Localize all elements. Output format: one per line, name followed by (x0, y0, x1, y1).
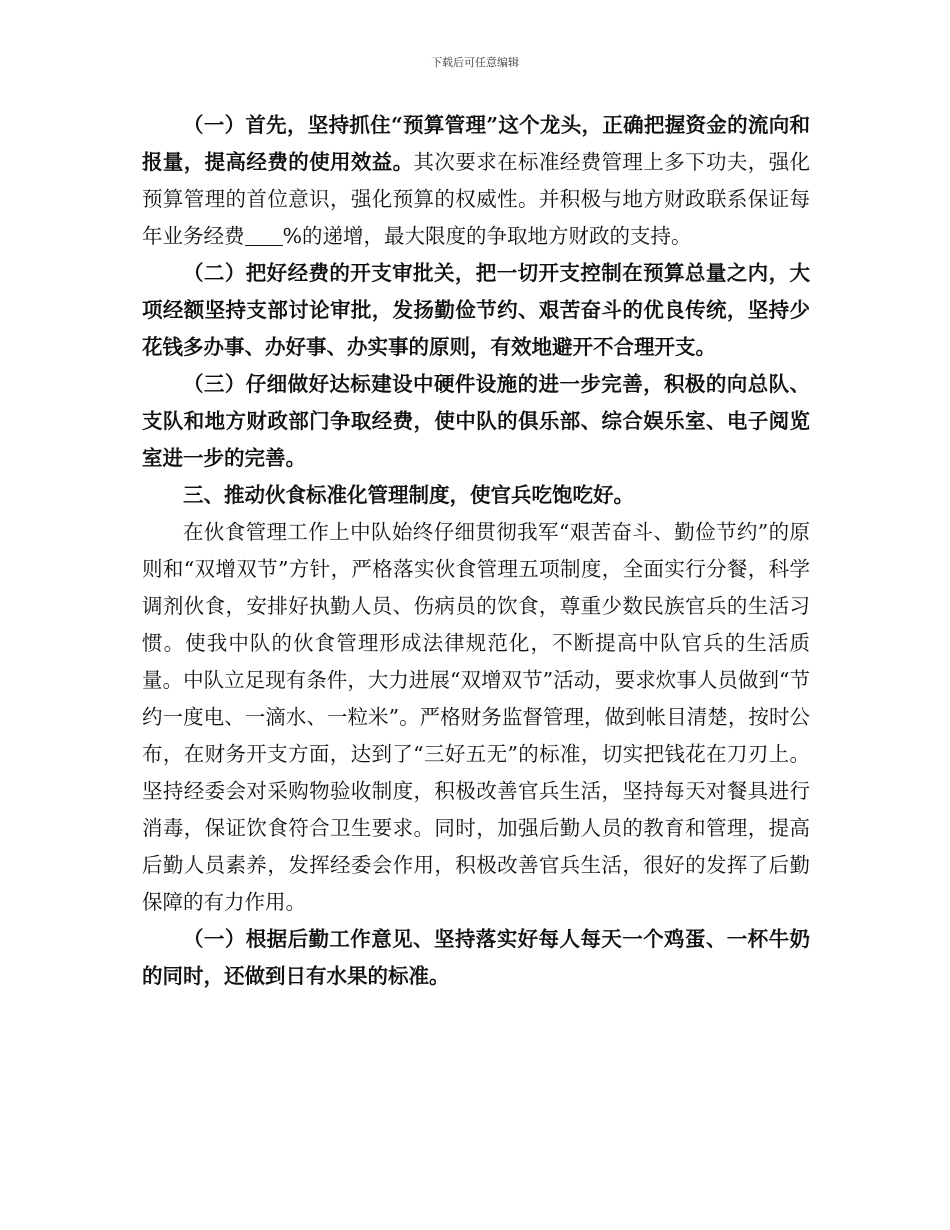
fill-in-blank (245, 225, 283, 247)
paragraph-food-standard: （一）根据后勤工作意见、坚持落实好每人每天一个鸡蛋、一杯牛奶的同时，还做到日有水果的标准。 (142, 927, 810, 988)
paragraph-budget-management (142, 107, 810, 255)
section-heading-food-management: 三、推动伙食标准化管理制度，使官兵吃饱吃好。 (183, 483, 634, 507)
paragraph-hardware-facilities: （三）仔细做好达标建设中硬件设施的进一步完善，积极的向总队、支队和地方财政部门争取经费，使中队的俱乐部、综合娱乐室、电子阅览室进一步的完善。 (142, 372, 810, 470)
paragraph-budget-text-b: %的递增，最大限度的争取地方财政的支持。 (282, 224, 692, 248)
document-body (142, 107, 810, 995)
paragraph-food-management: 在伙食管理工作上中队始终仔细贯彻我军“艰苦奋斗、勤俭节约”的原则和“双增双节”方针，严格落实伙食管理五项制度，全面实行分餐，科学调剂伙食，安排好执勤人员、伤病员的饮食，尊重少数民族官兵的生活习惯。使我中队的伙食管理形成法律规范化，不断提高中队官兵的生活质量。中队立足现有条件，大力进展“双增双节”活动，要求炊事人员做到“节约一度电、一滴水、一粒米”。严格财务监督管理，做到帐目清楚，按时公布，在财务开支方面，达到了“三好五无”的标准，切实把钱花在刀刃上。坚持经委会对采购物验收制度，积极改善官兵生活，坚持每天对餐具进行消毒，保证饮食符合卫生要求。同时，加强后勤人员的教育和管理，提高后勤人员素养，发挥经委会作用，积极改善官兵生活，很好的发挥了后勤保障的有力作用。 (142, 520, 810, 914)
page-header: 下载后可任意编辑 (431, 56, 519, 69)
paragraph-budget-lead: （一）首先，坚持抓住“预算管理”这个龙头，正确把握资金的流向和报量，提高经费的使用效益。 (142, 113, 810, 174)
paragraph-budget-text-a: 其次要求在标准经费管理上多下功夫，强化预算管理的首位意识，强化预算的权威性。并积极与地方财政联系保证每年业务经费 (142, 150, 811, 248)
paragraph-expense-approval: （二）把好经费的开支审批关，把一切开支控制在预算总量之内，大项经额坚持支部讨论审批，发扬勤俭节约、艰苦奋斗的优良传统，坚持少花钱多办事、办好事、办实事的原则，有效地避开不合理开支。 (142, 261, 810, 359)
